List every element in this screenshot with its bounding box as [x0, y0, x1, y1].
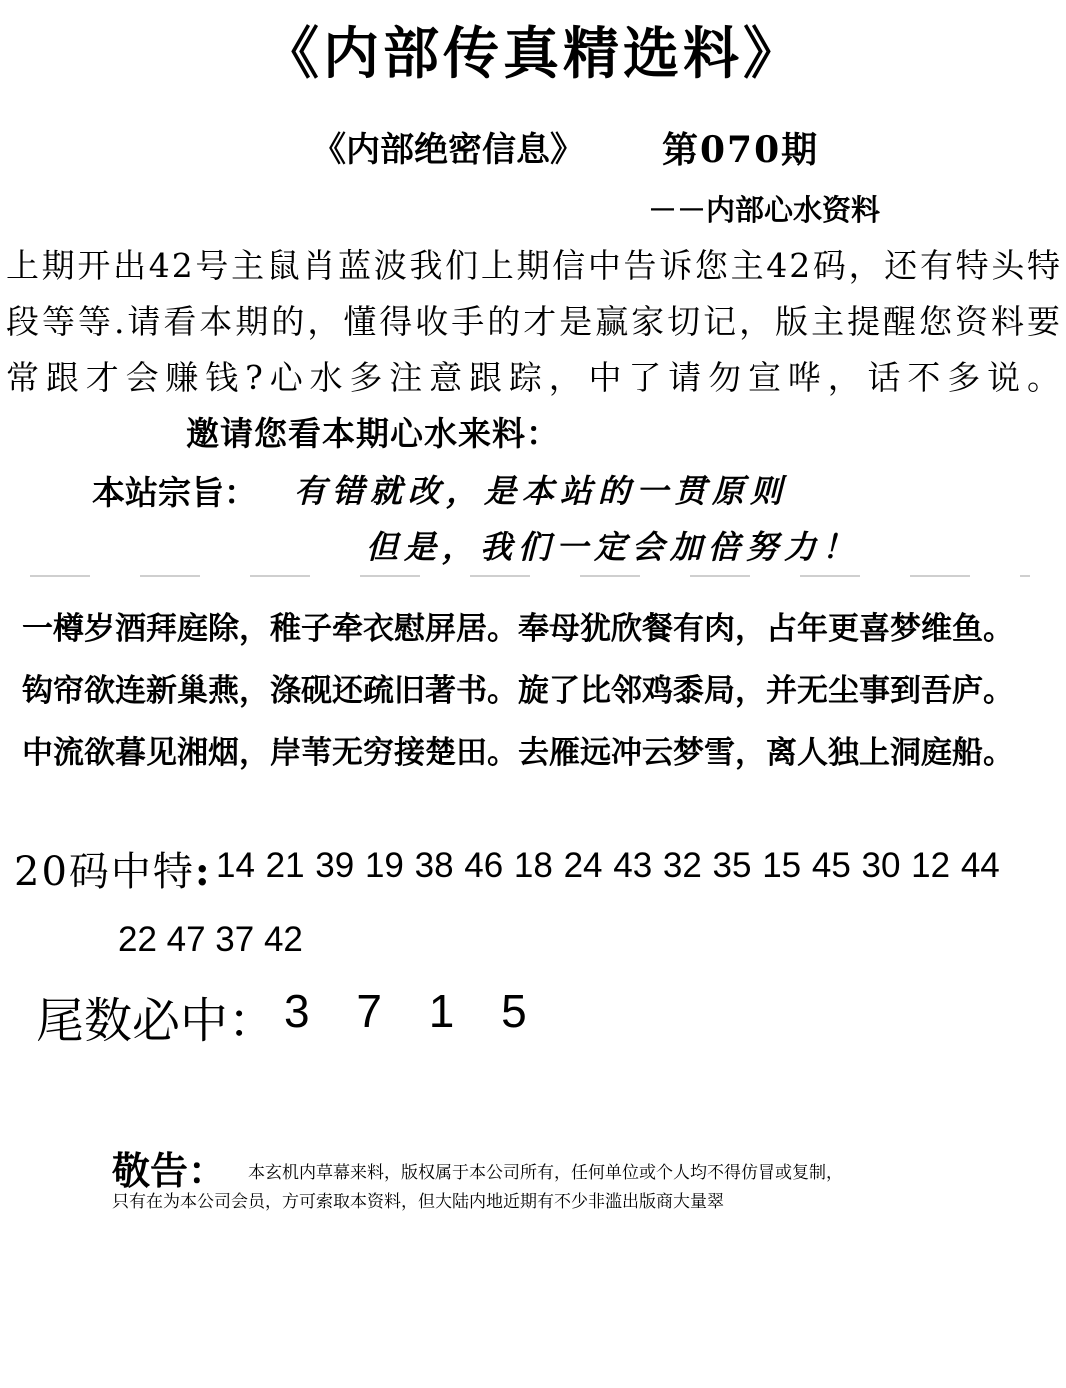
- subtitle: 《内部绝密信息》: [312, 130, 584, 170]
- page-title: 《内部传真精选料》: [263, 21, 803, 87]
- special-numbers-line-1: 14 21 39 19 38 46 18 24 43 32 35 15 45 30 12 44: [216, 846, 1000, 885]
- divider: [30, 575, 1030, 577]
- special-label-text: 20码中特: [14, 849, 195, 895]
- invite-text: 邀请您看本期心水来料：: [186, 414, 560, 453]
- notice-line-1: 本玄机内草幕来料，版权属于本公司所有，任何单位或个人均不得仿冒或复制，: [248, 1163, 843, 1183]
- issue-number: 第070期: [662, 129, 820, 171]
- motto-line-2: 但是，我们一定会加倍努力！: [366, 528, 861, 566]
- notice-label: 敬告：: [112, 1148, 227, 1193]
- poem-line-2: 钩帘欲连新巢燕，涤砚还疏旧著书。旋了比邻鸡黍局，并无尘事到吾庐。: [22, 673, 1014, 709]
- tail-label: 尾数必中：: [36, 993, 277, 1049]
- poem-line-1: 一樽岁酒拜庭除，稚子牵衣慰屏居。奉母犹欣餐有肉，占年更喜梦维鱼。: [22, 611, 1014, 647]
- source-note: －－内部心水资料: [648, 193, 881, 227]
- special-numbers-line-2: 22 47 37 42: [118, 920, 303, 959]
- notice-line-2: 只有在为本公司会员，方可索取本资料，但大陆内地近期有不少非滥出版商大量翠: [112, 1192, 724, 1212]
- special-label: [14, 840, 212, 897]
- intro-paragraph: [6, 238, 1062, 462]
- special-label-colon: :: [194, 848, 212, 895]
- motto-label: 本站宗旨：: [92, 473, 257, 512]
- intro-text: 上期开出42号主鼠肖蓝波我们上期信中告诉您主42码，还有特头特段等等.请看本期的，懂得收手的才是赢家切记，版主提醒您资料要常跟才会赚钱?心水多注意跟踪，中了请勿宣哗，话不多说。: [6, 246, 1062, 397]
- poem-line-3: 中流欲暮见湘烟，岸苇无穷接楚田。去雁远冲云梦雪，离人独上洞庭船。: [22, 735, 1014, 771]
- tail-digits: 3 7 1 5: [284, 985, 529, 1037]
- motto-line-1: 有错就改，是本站的一贯原则: [294, 472, 789, 510]
